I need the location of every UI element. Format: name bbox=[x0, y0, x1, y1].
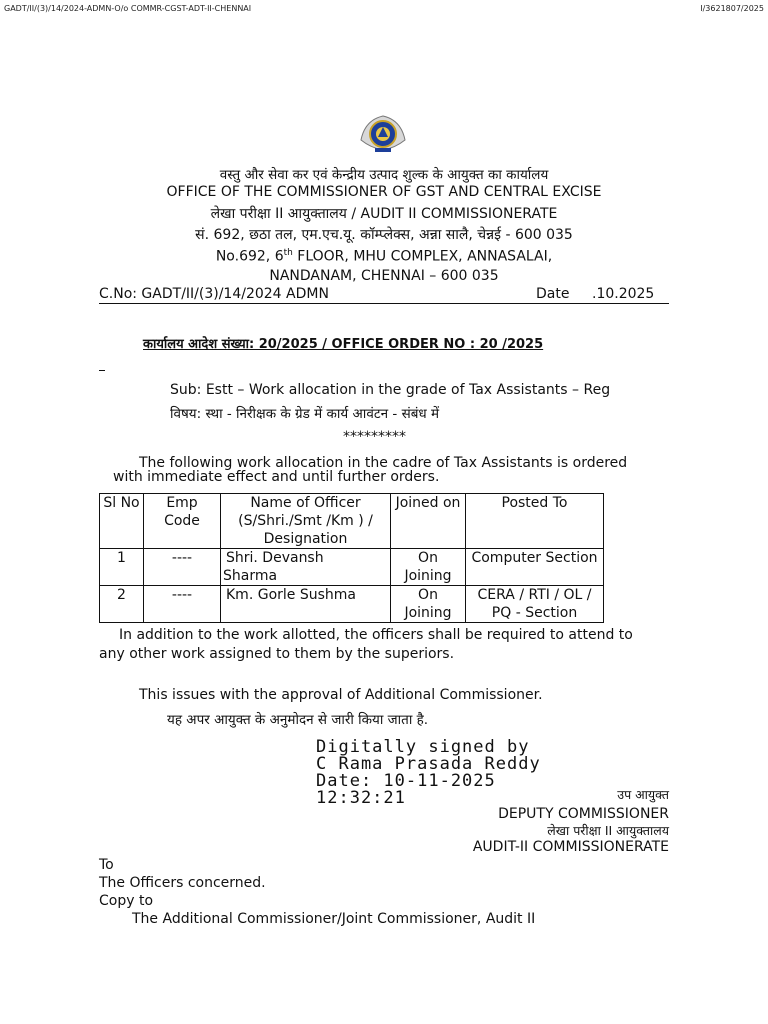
copy-to-label: Copy to bbox=[99, 893, 154, 909]
address-line-1: No.692, 6th FLOOR, MHU COMPLEX, ANNASALAI, bbox=[215, 248, 553, 265]
signature-line-4: 12:32:21 bbox=[316, 788, 406, 808]
office-name: OFFICE OF THE COMMISSIONER OF GST AND CENTRAL EXCISE bbox=[166, 184, 602, 200]
table-header-row bbox=[100, 494, 604, 549]
copy-recipient: The Additional Commissioner/Joint Commissioner, Audit II bbox=[132, 911, 536, 927]
cell-officer-name: Shri. Devansh Sharma bbox=[221, 549, 391, 586]
to-label: To bbox=[99, 857, 114, 873]
header-divider bbox=[99, 303, 669, 304]
header-sl-no: Sl No bbox=[100, 494, 144, 549]
subject-hindi: विषय: स्था - निरीक्षक के ग्रेड में कार्य आवंटन - संबंध में bbox=[170, 406, 440, 422]
cell-emp-code: ---- bbox=[144, 549, 221, 586]
header-emp-code: Emp Code bbox=[144, 494, 221, 549]
recipients: The Officers concerned. bbox=[99, 875, 266, 891]
department-hindi: लेखा परीक्षा II आयुक्तालय bbox=[547, 823, 669, 838]
address-hindi: सं. 692, छठा तल, एम.एच.यू. कॉम्प्लेक्स, अन्ना सालै, चेन्नई - 600 035 bbox=[195, 227, 573, 243]
cell-sl: 2 bbox=[100, 586, 144, 623]
intro-line-1: The following work allocation in the cadre of Tax Assistants is ordered bbox=[139, 455, 628, 471]
address-line-2: NANDANAM, CHENNAI – 600 035 bbox=[269, 268, 499, 284]
cell-joined-on: On Joining bbox=[391, 586, 466, 623]
header-posted-to: Posted To bbox=[466, 494, 604, 549]
date-value: .10.2025 bbox=[592, 286, 655, 302]
cell-posted-to: CERA / RTI / OL / PQ - Section bbox=[466, 586, 604, 623]
signature-line-2: C Rama Prasada Reddy bbox=[316, 754, 541, 774]
addition-line-1: In addition to the work allotted, the officers shall be required to attend to bbox=[119, 627, 633, 643]
cell-emp-code: ---- bbox=[144, 586, 221, 623]
commissionerate-name: लेखा परीक्षा II आयुक्तालय / AUDIT II COMMISSIONERATE bbox=[210, 206, 558, 222]
header-officer-name: Name of Officer (S/Shri./Smt /Km ) / Designation bbox=[221, 494, 391, 549]
order-title: कार्यालय आदेश संख्या: 20/2025 / OFFICE ORDER NO : 20 /2025 bbox=[143, 337, 544, 352]
approval-text-hindi: यह अपर आयुक्त के अनुमोदन से जारी किया जाता है. bbox=[167, 712, 429, 728]
table-row bbox=[100, 586, 604, 623]
allocation-table bbox=[99, 493, 604, 623]
document-number: I/3621807/2025 bbox=[700, 4, 764, 13]
cell-sl: 1 bbox=[100, 549, 144, 586]
addition-line-2: any other work assigned to them by the superiors. bbox=[99, 646, 455, 662]
signature-line-1: Digitally signed by bbox=[316, 737, 530, 757]
table-row bbox=[100, 549, 604, 586]
date-label: Date bbox=[536, 286, 570, 302]
approval-text: This issues with the approval of Additional Commissioner. bbox=[139, 687, 543, 703]
underline-mark bbox=[99, 358, 105, 371]
separator-stars: ********* bbox=[343, 429, 406, 445]
file-number: C.No: GADT/II/(3)/14/2024 ADMN bbox=[99, 286, 329, 302]
signature-line-3: Date: 10-11-2025 bbox=[316, 771, 496, 791]
intro-line-2: with immediate effect and until further orders. bbox=[113, 469, 440, 485]
cell-officer-name: Km. Gorle Sushma bbox=[221, 586, 391, 623]
designation-hindi: उप आयुक्त bbox=[617, 787, 669, 802]
office-name-hindi: वस्तु और सेवा कर एवं केन्द्रीय उत्पाद शुल्क के आयुक्त का कार्यालय bbox=[219, 167, 549, 183]
department: AUDIT-II COMMISSIONERATE bbox=[472, 839, 669, 855]
header-joined-on: Joined on bbox=[391, 494, 466, 549]
file-reference: GADT/II/(3)/14/2024-ADMN-O/o COMMR-CGST-ADT-II-CHENNAI bbox=[4, 4, 252, 13]
designation: DEPUTY COMMISSIONER bbox=[498, 806, 669, 822]
cell-joined-on: On Joining bbox=[391, 549, 466, 586]
subject: Sub: Estt – Work allocation in the grade of Tax Assistants – Reg bbox=[170, 382, 611, 398]
digital-signature bbox=[316, 739, 541, 807]
emblem-icon bbox=[355, 110, 411, 160]
cell-posted-to: Computer Section bbox=[466, 549, 604, 586]
